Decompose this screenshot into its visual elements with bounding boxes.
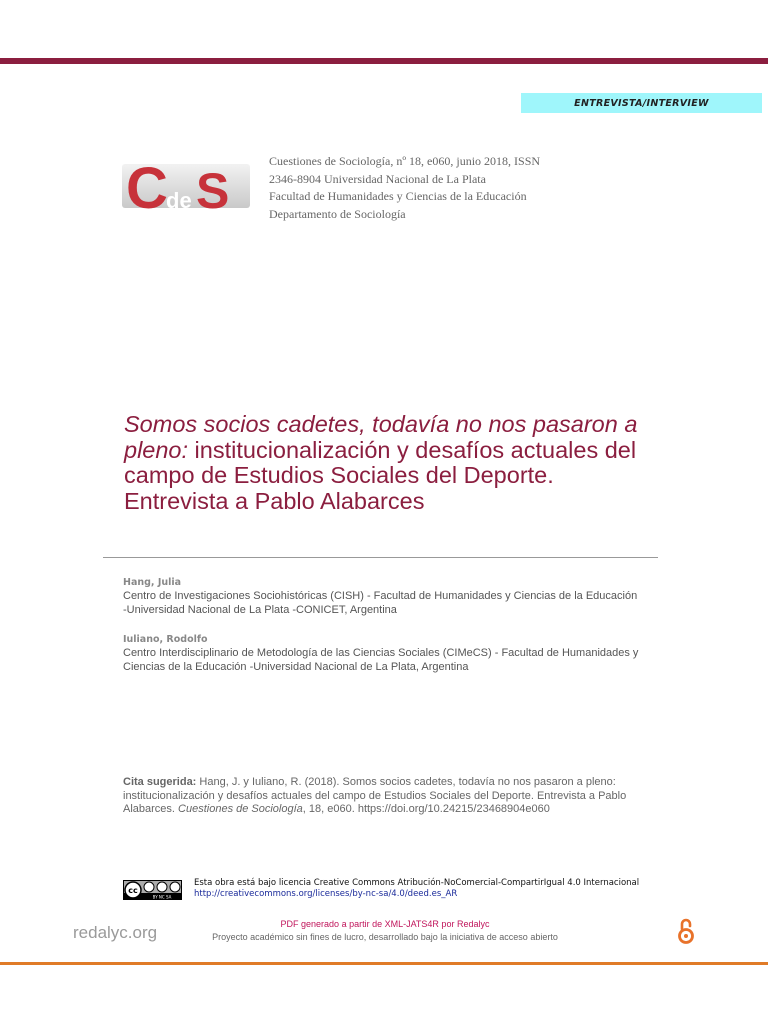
article-title-italic: Somos socios cadetes, todavía no nos pasaron a pleno:: [124, 411, 638, 463]
logo-letter-c: C: [126, 158, 168, 214]
journal-info: [269, 153, 599, 223]
journal-line: Facultad de Humanidades y Ciencias de la Educación: [269, 189, 527, 203]
cc-badge-text: BY NC SA: [152, 894, 172, 900]
sa-icon: [170, 882, 180, 892]
citation-text: Hang, J. y Iuliano, R. (2018). Somos socios cadetes, todavía no nos pasaron a pleno: institucionalización y desafíos actuales del campo de Estudios Sociales del Deporte. Entrevista a Pablo Alabarces.: [123, 776, 627, 815]
project-note: Proyecto académico sin fines de lucro, desarrollado bajo la iniciativa de acceso abierto: [212, 932, 558, 942]
citation-journal: Cuestiones de Sociología: [178, 803, 303, 815]
journal-line: Cuestiones de Sociología, nº 18, e060, junio 2018, ISSN: [269, 154, 541, 168]
bottom-divider: [0, 962, 768, 965]
suggested-citation: [123, 776, 643, 817]
author-block: [123, 576, 643, 617]
cc-by-nc-sa-badge: [123, 880, 182, 900]
author-affiliation: Centro Interdisciplinario de Metodología de las Ciencias Sociales (CIMeCS) - Facultad de Humanidades y Ciencias de la Educación -Universidad Nacional de La Plata, Argentina: [123, 647, 639, 673]
redalyc-note: [150, 918, 620, 944]
section-tag: ENTREVISTA/INTERVIEW: [521, 93, 762, 113]
open-access-icon: [677, 917, 695, 945]
title-divider: [103, 557, 658, 558]
article-title: [124, 412, 644, 514]
license-text: Esta obra está bajo licencia Creative Commons Atribución-NoComercial-CompartirIgual 4.0 Internacional: [194, 878, 640, 888]
author-name: Hang, Julia: [123, 577, 182, 588]
license-notice: [194, 878, 734, 900]
generated-by-note: PDF generado a partir de XML-JATS4R por Redalyc: [280, 919, 490, 929]
cds-journal-logo: [122, 158, 250, 214]
by-icon: [144, 882, 154, 892]
article-title-regular: institucionalización y desafíos actuales del campo de Estudios Sociales del Deporte. Entrevista a Pablo Alabarces: [124, 436, 637, 514]
journal-line: Departamento de Sociología: [269, 206, 406, 221]
top-divider: [0, 58, 768, 64]
author-affiliation: Centro de Investigaciones Sociohistóricas (CISH) - Facultad de Humanidades y Ciencias de la Educación -Universidad Nacional de La Plata -CONICET, Argentina: [123, 590, 638, 616]
journal-line: 2346-8904 Universidad Nacional de La Plata: [269, 171, 486, 186]
author-name: Iuliano, Rodolfo: [123, 634, 208, 645]
citation-label: Cita sugerida:: [123, 776, 197, 788]
author-block: [123, 633, 643, 674]
logo-letter-s: S: [196, 163, 230, 214]
nc-icon: [157, 882, 167, 892]
redalyc-logo-text: redalyc.org: [73, 923, 158, 942]
svg-text:cc: cc: [128, 886, 138, 895]
license-link[interactable]: http://creativecommons.org/licenses/by-nc-sa/4.0/deed.es_AR: [194, 889, 458, 899]
citation-details: , 18, e060. https://doi.org/10.24215/23468904e060: [302, 803, 550, 815]
logo-letters-de: de: [166, 188, 192, 213]
